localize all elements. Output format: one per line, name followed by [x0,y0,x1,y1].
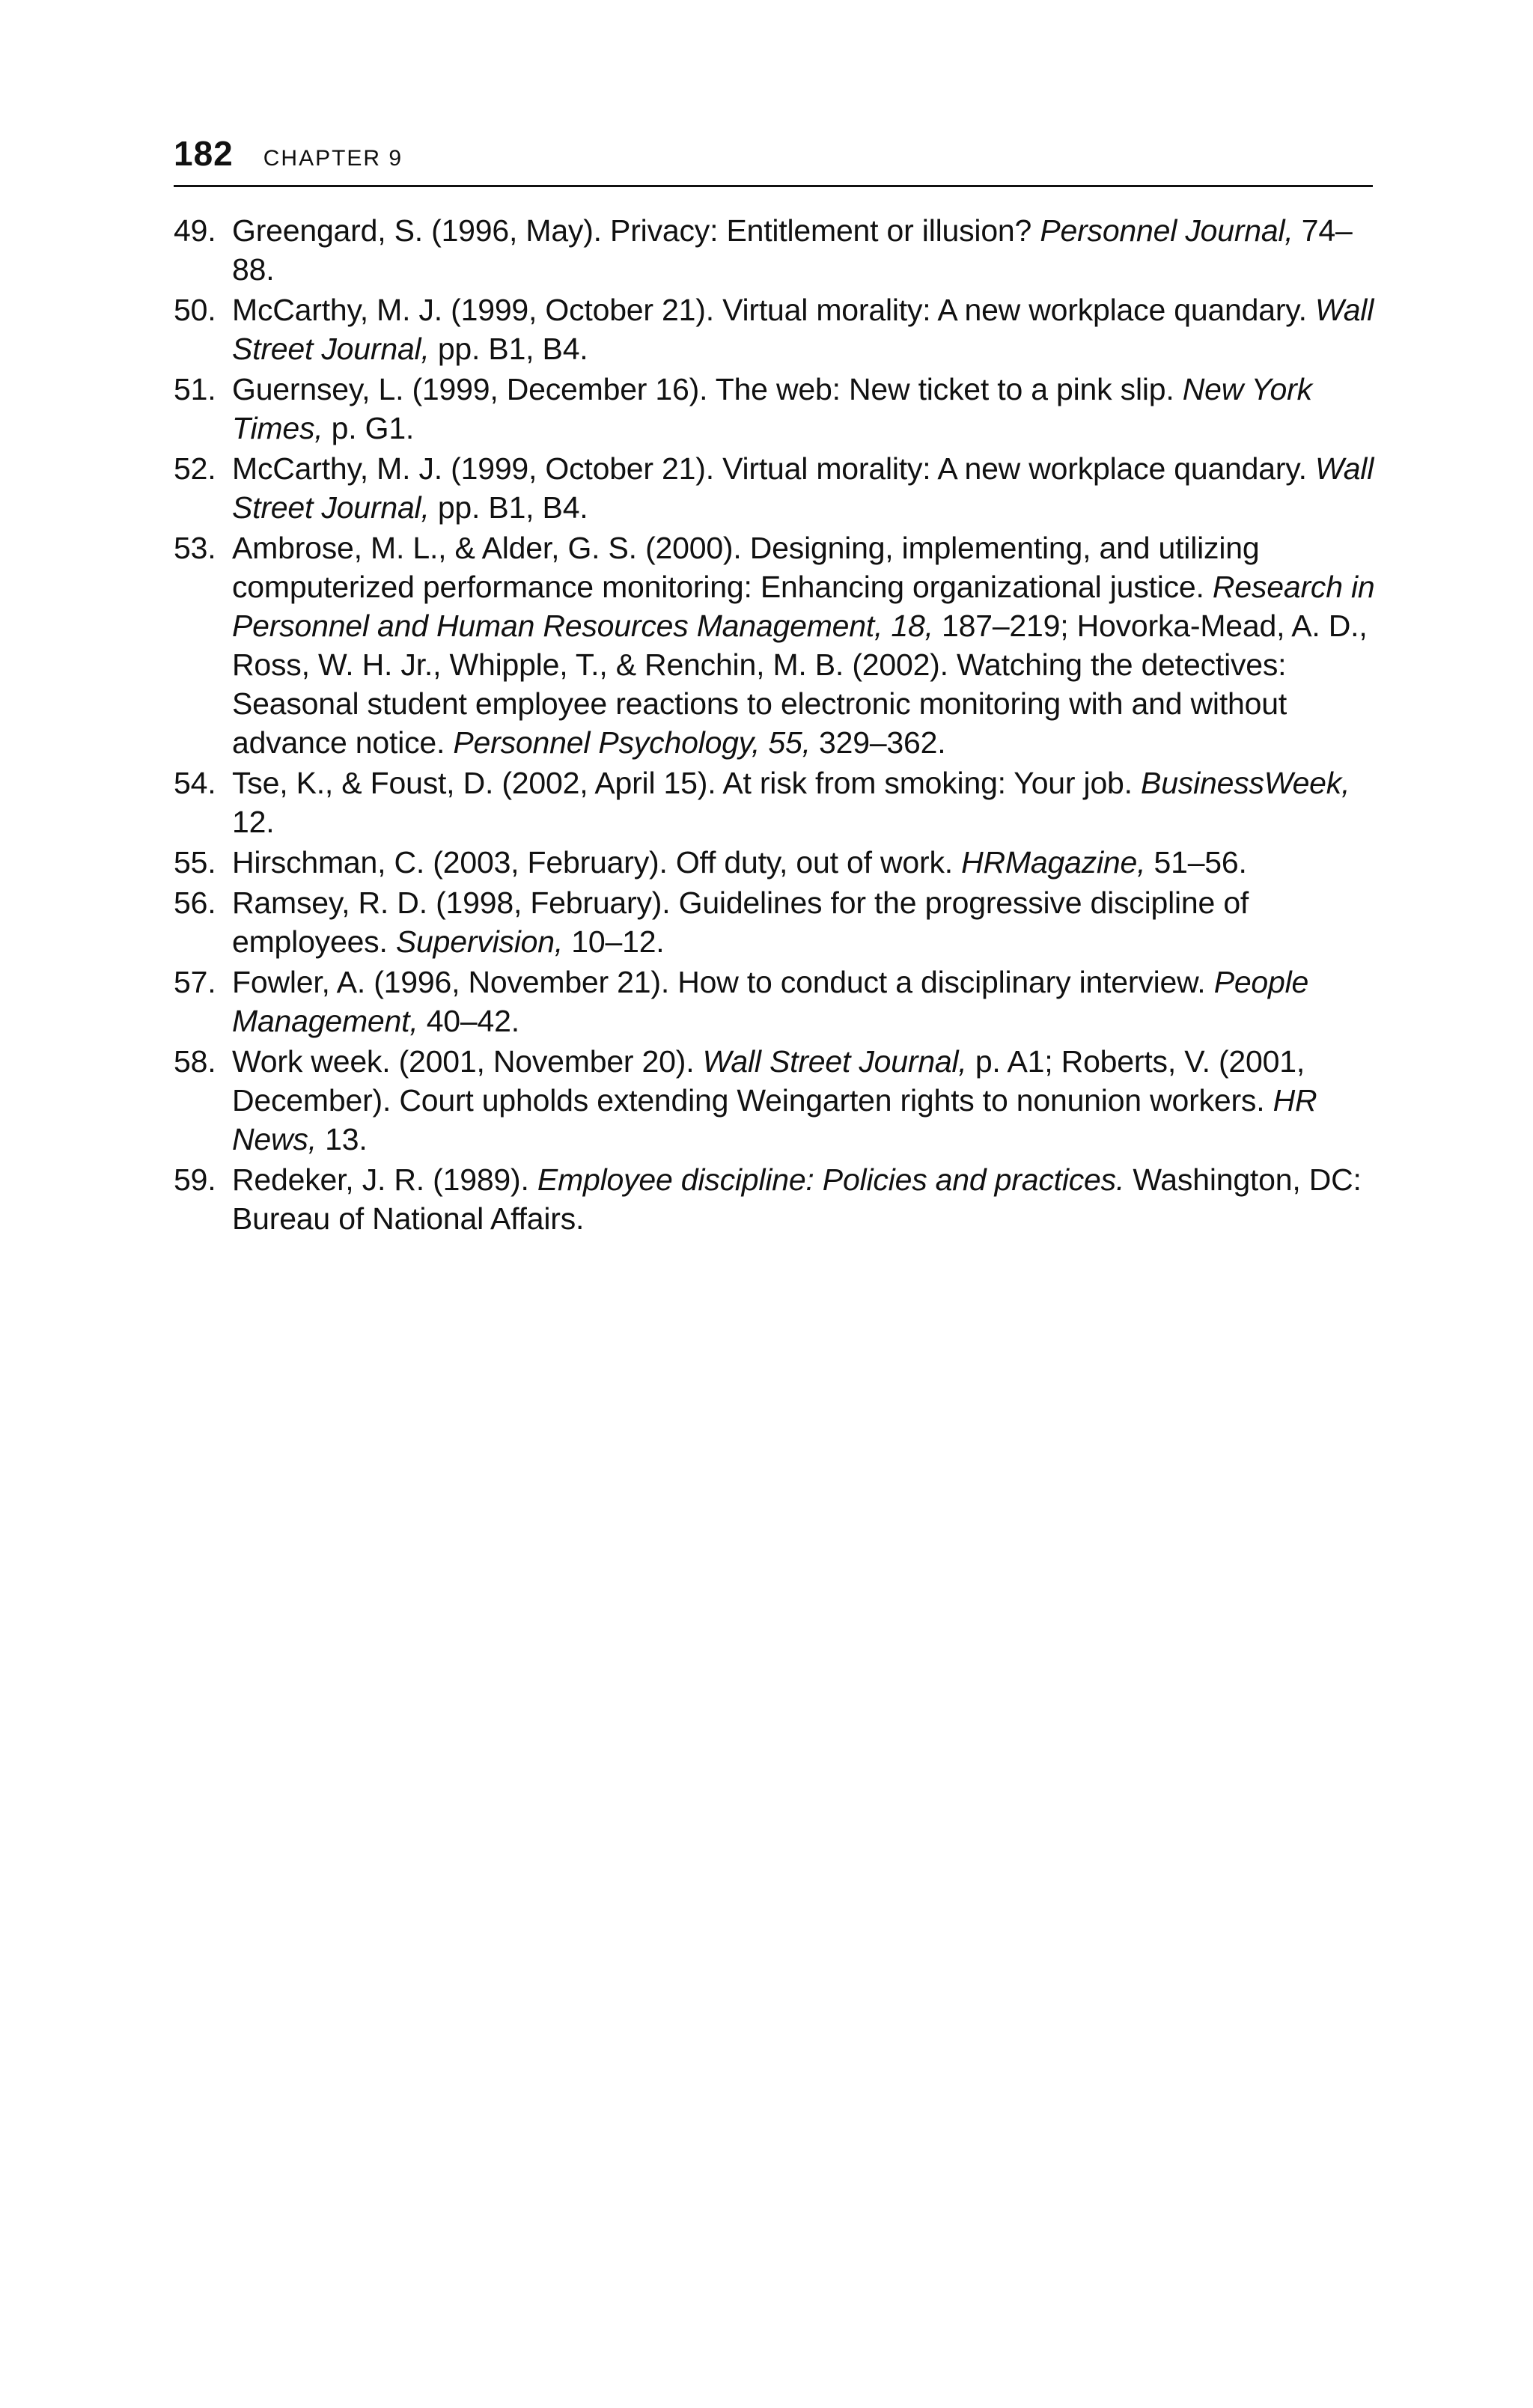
reference-italic-segment: HR News, [232,1083,1317,1156]
reference-italic-segment: Personnel Psychology, 55, [453,725,811,760]
reference-segment: McCarthy, M. J. (1999, October 21). Virtual morality: A new workplace quandary. [232,451,1315,486]
reference-segment: Guernsey, L. (1999, December 16). The web: New ticket to a pink slip. [232,372,1183,406]
reference-segment: Ramsey, R. D. (1998, February). Guidelines for the progressive discipline of employees. [232,886,1249,959]
chapter-label: CHAPTER 9 [263,146,403,171]
reference-italic-segment: HRMagazine, [961,845,1146,880]
reference-italic-segment: People Management, [232,965,1309,1038]
reference-text [232,211,1386,289]
reference-segment: Hirschman, C. (2003, February). Off duty, out of work. [232,845,962,880]
reference-segment: Tse, K., & Foust, D. (2002, April 15). At risk from smoking: Your job. [232,766,1142,800]
reference-segment: 74–88. [232,213,1353,287]
reference-segment: McCarthy, M. J. (1999, October 21). Virtual morality: A new workplace quandary. [232,293,1315,327]
reference-number: 52. [174,451,216,486]
reference-text [232,883,1386,961]
reference-item [174,211,1386,289]
reference-segment: Washington, DC: Bureau of National Affairs. [232,1162,1362,1236]
reference-segment: 51–56. [1145,845,1247,880]
reference-text [232,1160,1386,1238]
reference-number: 49. [174,213,216,248]
reference-item [174,763,1386,841]
reference-item [174,1042,1386,1159]
reference-segment: p. A1; Roberts, V. (2001, December). Court upholds extending Weingarten rights to nonunion workers. [232,1044,1305,1118]
reference-list [174,211,1386,1240]
reference-italic-segment: Employee discipline: Policies and practices. [537,1162,1125,1197]
reference-segment: Redeker, J. R. (1989). [232,1162,537,1197]
reference-segment: 13. [316,1122,368,1156]
reference-segment: pp. B1, B4. [429,332,588,366]
reference-italic-segment: Wall Street Journal, [702,1044,967,1079]
reference-item [174,528,1386,762]
reference-text [232,290,1386,368]
reference-item [174,449,1386,527]
reference-italic-segment: Personnel Journal, [1040,213,1293,248]
running-head [174,133,1373,186]
reference-number: 57. [174,965,216,999]
reference-text [232,449,1386,527]
reference-italic-segment: Research in Personnel and Human Resources Management, 18, [232,570,1375,643]
reference-text [232,763,1386,841]
reference-text [232,963,1386,1040]
reference-text [232,370,1386,448]
page-number: 182 [174,134,234,173]
reference-segment: 12. [232,805,275,839]
reference-number: 51. [174,372,216,406]
reference-text [232,1042,1386,1159]
reference-item [174,883,1386,961]
reference-number: 59. [174,1162,216,1197]
reference-segment: 10–12. [563,924,665,959]
reference-segment: 329–362. [810,725,946,760]
reference-number: 56. [174,886,216,920]
reference-item [174,963,1386,1040]
reference-number: 54. [174,766,216,800]
reference-italic-segment: Wall Street Journal, [232,451,1374,525]
reference-segment: Fowler, A. (1996, November 21). How to conduct a disciplinary interview. [232,965,1214,999]
reference-segment: Work week. (2001, November 20). [232,1044,703,1079]
reference-item [174,1160,1386,1238]
reference-number: 53. [174,531,216,565]
reference-item [174,370,1386,448]
reference-segment: p. G1. [323,411,415,445]
reference-segment: Ambrose, M. L., & Alder, G. S. (2000). Designing, implementing, and utilizing computerized performance monitoring: Enhancing organizational justice. [232,531,1260,604]
reference-segment: 187–219; Hovorka-Mead, A. D., Ross, W. H. Jr., Whipple, T., & Renchin, M. B. (2002). Watching the detectives: Seasonal student employee reactions to electronic monitoring with and without advance notice. [232,609,1368,760]
reference-number: 58. [174,1044,216,1079]
reference-segment: pp. B1, B4. [429,490,588,525]
reference-text [232,843,1386,882]
reference-italic-segment: BusinessWeek, [1141,766,1350,800]
reference-italic-segment: New York Times, [232,372,1312,445]
reference-item [174,290,1386,368]
reference-number: 50. [174,293,216,327]
reference-text [232,528,1386,762]
reference-italic-segment: Wall Street Journal, [232,293,1374,366]
reference-segment: 40–42. [418,1004,519,1038]
reference-italic-segment: Supervision, [395,924,564,959]
reference-segment: Greengard, S. (1996, May). Privacy: Entitlement or illusion? [232,213,1040,248]
header-rule [174,185,1373,187]
reference-number: 55. [174,845,216,880]
reference-item [174,843,1386,882]
